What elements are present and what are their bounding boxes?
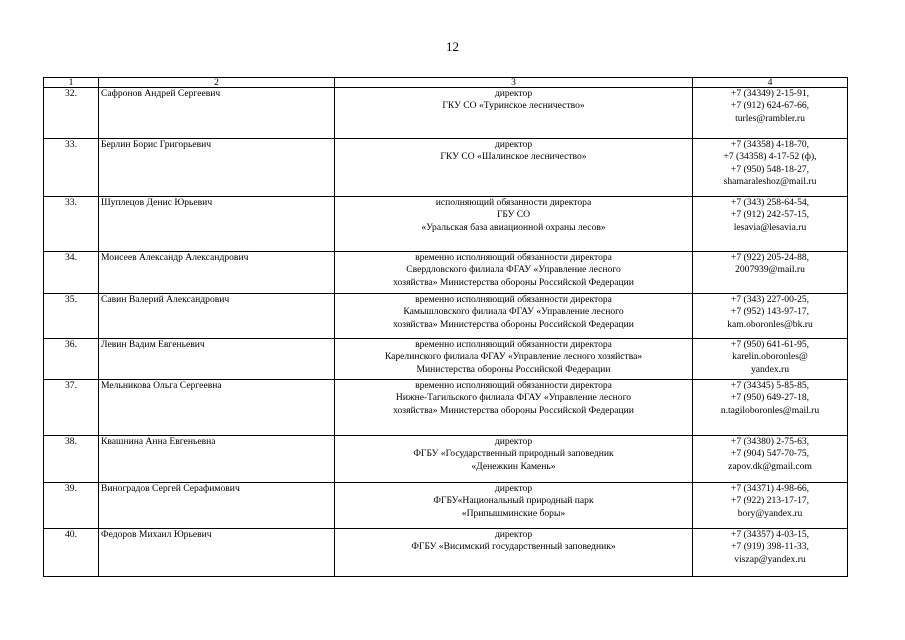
person-name: Федоров Михаил Юрьевич [99, 529, 335, 577]
row-number: 34. [44, 252, 99, 294]
table-row [44, 139, 848, 197]
position-organization: временно исполняющий обязанности директора Нижне-Тагильского филиала ФГАУ «Управление лесного хозяйства» Министерства обороны Российской Федерации [335, 380, 693, 436]
table-row [44, 294, 848, 339]
column-number-row [44, 78, 848, 88]
person-name: Виноградов Сергей Серафимович [99, 483, 335, 529]
column-number-2: 2 [99, 78, 335, 88]
position-organization: временно исполняющий обязанности директора Камышловского филиала ФГАУ «Управление лесного хозяйства» Министерства обороны Российской Федерации [335, 294, 693, 339]
position-organization: временно исполняющий обязанности директора Карелинского филиала ФГАУ «Управление лесного хозяйства» Министерства обороны Российской Федерации [335, 339, 693, 380]
row-number: 40. [44, 529, 99, 577]
contacts-table [43, 77, 848, 577]
contact-info: +7 (343) 258-64-54, +7 (912) 242-57-15, lesavia@lesavia.ru [693, 197, 848, 252]
column-number-1: 1 [44, 78, 99, 88]
column-number-3: 3 [335, 78, 693, 88]
page-number: 12 [446, 39, 459, 54]
position-organization: директор ФГБУ «Висимский государственный заповедник» [335, 529, 693, 577]
contact-info: +7 (34349) 2-15-91, +7 (912) 624-67-66, turles@rambler.ru [693, 88, 848, 139]
row-number: 33. [44, 197, 99, 252]
row-number: 32. [44, 88, 99, 139]
position-organization: директор ГКУ СО «Шалинское лесничество» [335, 139, 693, 197]
person-name: Сафронов Андрей Сергеевич [99, 88, 335, 139]
person-name: Берлин Борис Григорьевич [99, 139, 335, 197]
contact-info: +7 (343) 227-00-25, +7 (952) 143-97-17, kam.oboronles@bk.ru [693, 294, 848, 339]
contact-info: +7 (34358) 4-18-70, +7 (34358) 4-17-52 (ф), +7 (950) 548-18-27, shamaraleshoz@mail.ru [693, 139, 848, 197]
position-organization: временно исполняющий обязанности директора Свердловского филиала ФГАУ «Управление лесного хозяйства» Министерства обороны Российской Федерации [335, 252, 693, 294]
table-row [44, 339, 848, 380]
contact-info: +7 (34357) 4-03-15, +7 (919) 398-11-33, viszap@yandex.ru [693, 529, 848, 577]
person-name: Левин Вадим Евгеньевич [99, 339, 335, 380]
position-organization: директор ГКУ СО «Туринское лесничество» [335, 88, 693, 139]
table-row [44, 88, 848, 139]
position-organization: директор ФГБУ «Государственный природный заповедник «Денежкин Камень» [335, 436, 693, 483]
table-row [44, 436, 848, 483]
row-number: 37. [44, 380, 99, 436]
contact-info: +7 (922) 205-24-88, 2007939@mail.ru [693, 252, 848, 294]
column-number-4: 4 [693, 78, 848, 88]
person-name: Савин Валерий Александрович [99, 294, 335, 339]
position-organization: исполняющий обязанности директора ГБУ СО «Уральская база авиационной охраны лесов» [335, 197, 693, 252]
table-row [44, 380, 848, 436]
position-organization: директор ФГБУ«Национальный природный парк «Припышминские боры» [335, 483, 693, 529]
table-row [44, 252, 848, 294]
table-row [44, 197, 848, 252]
person-name: Шуплецов Денис Юрьевич [99, 197, 335, 252]
person-name: Квашнина Анна Евгеньевна [99, 436, 335, 483]
contact-info: +7 (34345) 5-85-85, +7 (950) 649-27-18, n.tagiloboronles@mail.ru [693, 380, 848, 436]
person-name: Моисеев Александр Александрович [99, 252, 335, 294]
row-number: 36. [44, 339, 99, 380]
contact-info: +7 (34380) 2-75-63, +7 (904) 547-70-75, zapov.dk@gmail.com [693, 436, 848, 483]
contact-info: +7 (950) 641-61-95, karelin.oboronles@ yandex.ru [693, 339, 848, 380]
row-number: 35. [44, 294, 99, 339]
table-row [44, 483, 848, 529]
table-row [44, 529, 848, 577]
person-name: Мельникова Ольга Сергеевна [99, 380, 335, 436]
row-number: 38. [44, 436, 99, 483]
row-number: 39. [44, 483, 99, 529]
contact-info: +7 (34371) 4-98-66, +7 (922) 213-17-17, bory@yandex.ru [693, 483, 848, 529]
row-number: 33. [44, 139, 99, 197]
